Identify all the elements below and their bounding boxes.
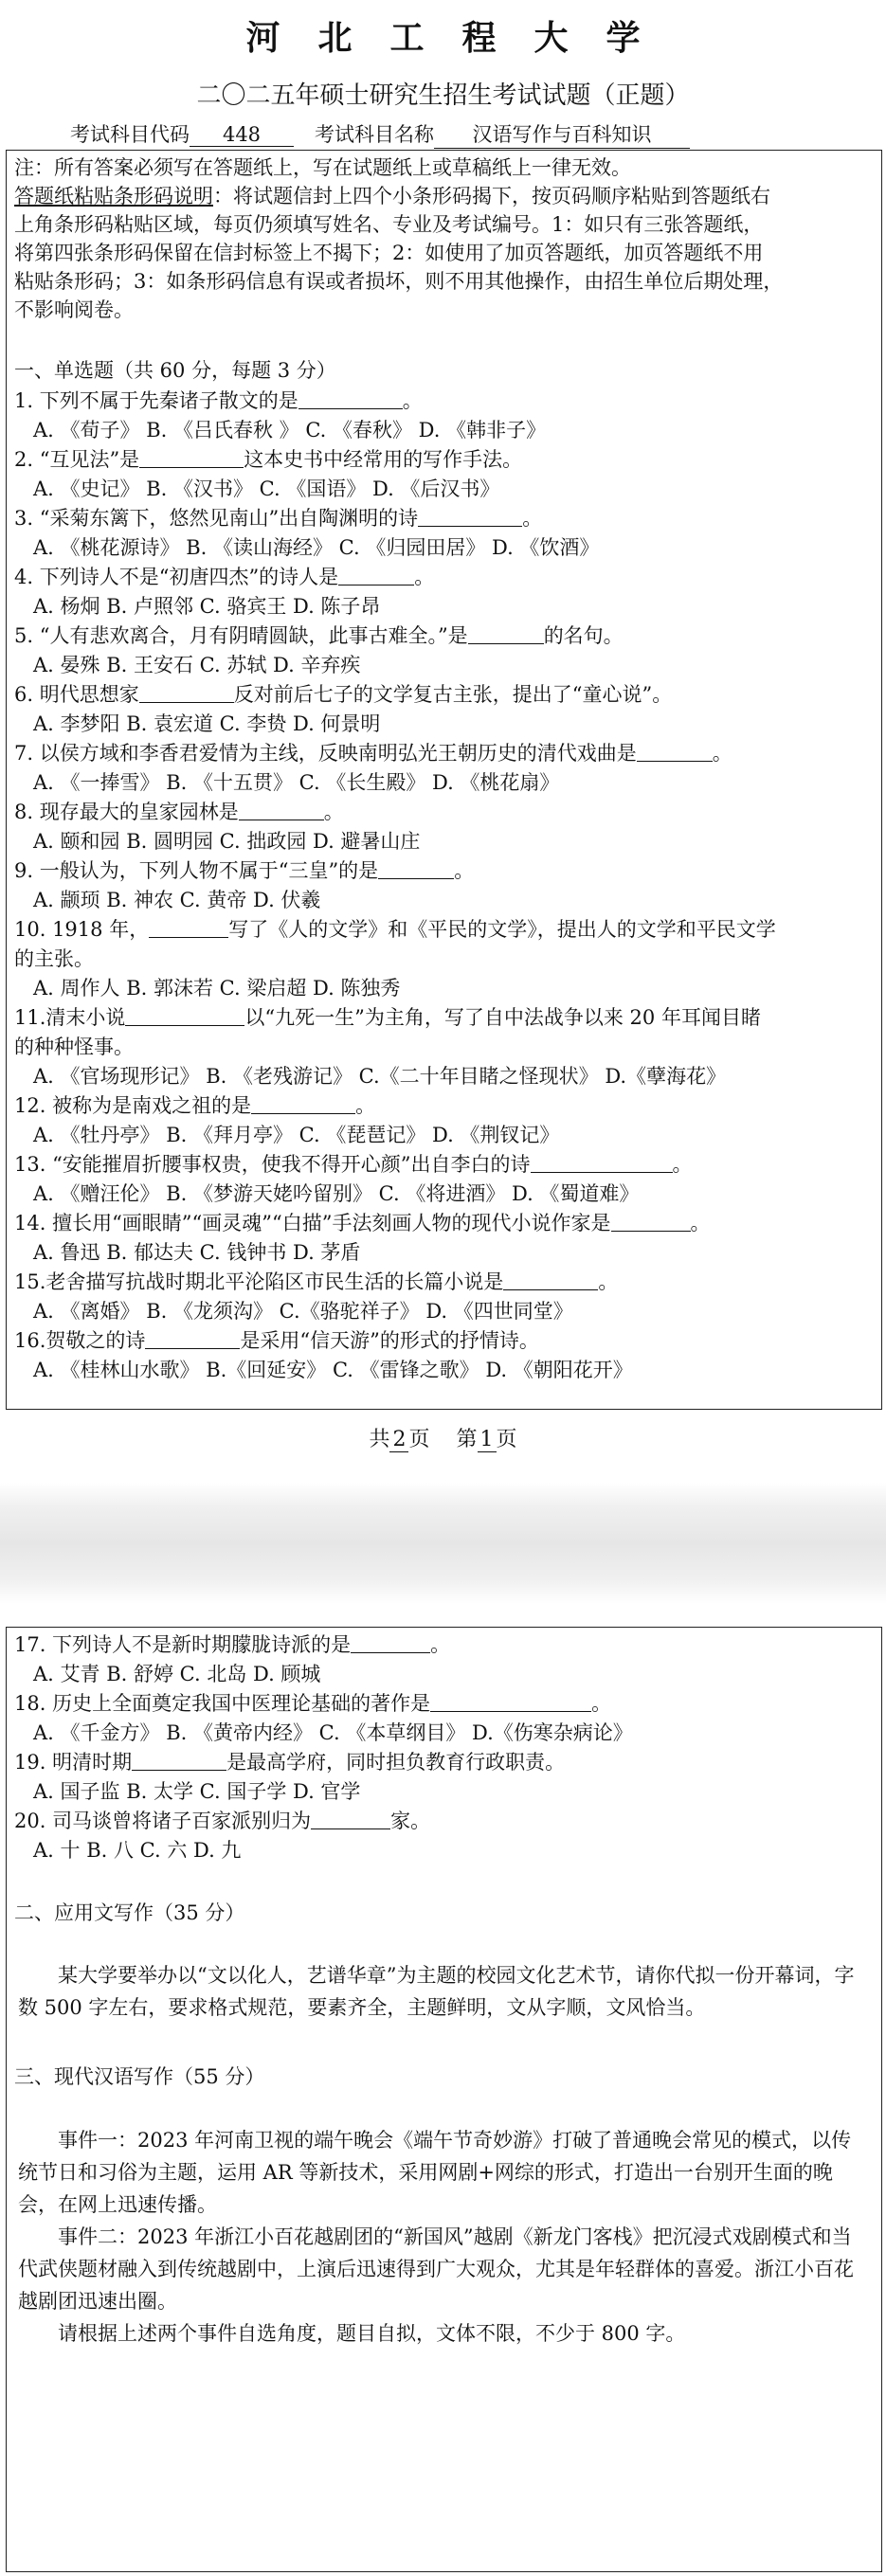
question-options: A. 颛顼 B. 神农 C. 黄帝 D. 伏羲: [33, 889, 321, 911]
question-stem: 8. 现存最大的皇家园林是 。: [14, 801, 344, 823]
question-options: A. 艾青 B. 舒婷 C. 北岛 D. 顾城: [33, 1663, 321, 1685]
question-options: A. 颐和园 B. 圆明园 C. 拙政园 D. 避暑山庄: [33, 830, 421, 853]
question-options: A. 《史记》 B. 《汉书》 C. 《国语》 D. 《后汉书》: [33, 477, 500, 500]
question-box-page-1: [6, 150, 882, 1410]
question-stem: 11.清末小说 以“九死一生”为主角，写了自中法战争以来 20 年耳闻目睹: [14, 1006, 761, 1029]
question-stem: 18. 历史上全面奠定我国中医理论基础的著作是 。: [14, 1692, 612, 1715]
answer-blank: [139, 448, 244, 468]
subject-info-line: [70, 119, 690, 149]
writing-prompt: 请根据上述两个事件自选角度，题目自拟，文体不限，不少于 800 字。: [58, 2322, 686, 2345]
question-options: A. 《桃花源诗》 B. 《读山海经》 C. 《归园田居》 D. 《饮酒》: [33, 536, 600, 559]
question-options: A. 《赠汪伦》 B. 《梦游天姥吟留别》 C. 《将进酒》 D. 《蜀道难》: [33, 1182, 640, 1205]
question-stem: 9. 一般认为，下列人物不属于“三皇”的是 。: [14, 859, 475, 882]
university-name: 河北工程大学: [245, 18, 678, 58]
question-options: A. 《离婚》 B. 《龙须沟》 C.《骆驼祥子》 D. 《四世同堂》: [33, 1300, 573, 1323]
question-options: A. 《官场现形记》 B. 《老残游记》 C.《二十年目睹之怪现状》 D.《孽海花》: [33, 1065, 727, 1088]
section-2-title: 二、应用文写作（35 分）: [14, 1901, 245, 1924]
page-footer: 共 2 页 第 1 页: [369, 1428, 517, 1451]
note-line: 注：所有答案必须写在答题纸上，写在试题纸上或草稿纸上一律无效。: [14, 156, 631, 179]
answer-blank: [503, 1270, 598, 1290]
question-options: A. 《一捧雪》 B. 《十五贯》 C. 《长生殿》 D. 《桃花扇》: [33, 771, 560, 794]
question-stem: 1. 下列不属于先秦诸子散文的是 。: [14, 389, 423, 412]
question-stem: 13. “安能摧眉折腰事权贵，使我不得开心颜”出自李白的诗 。: [14, 1153, 693, 1176]
answer-blank: [132, 1751, 226, 1771]
page-separator: [0, 1483, 886, 1604]
section-3-title: 三、现代汉语写作（55 分）: [14, 2065, 265, 2088]
question-stem: 3. “采菊东篱下，悠然见南山”出自陶渊明的诗 。: [14, 507, 543, 530]
subject-name: 汉语写作与百科知识: [434, 119, 690, 149]
total-pages: 2: [389, 1428, 408, 1452]
question-stem: 5. “人有悲欢离合，月有阴晴圆缺，此事古难全。”是 的名句。: [14, 624, 624, 647]
question-options: A. 国子监 B. 太学 C. 国子学 D. 官学: [33, 1780, 361, 1803]
note-line: 将第四张条形码保留在信封标签上不揭下；2：如使用了加页答题纸，加页答题纸不用: [14, 242, 764, 264]
note-line: 答题纸粘贴条形码说明：将试题信封上四个小条形码揭下，按页码顺序粘贴到答题纸右: [14, 185, 770, 207]
question-stem: 4. 下列诗人不是“初唐四杰”的诗人是 。: [14, 566, 435, 588]
event-1: 事件一：2023 年河南卫视的端午晚会《端午节奇妙游》打破了普通晚会常见的模式，以传统节日和习俗为主题，运用 AR 等新技术，采用网剧+网综的形式，打造出一台别开生面的晚会，在网上迅速传播。: [18, 2129, 852, 2216]
question-options: A. 杨炯 B. 卢照邻 C. 骆宾王 D. 陈子昂: [33, 595, 381, 618]
answer-blank: [139, 683, 234, 703]
question-stem: 6. 明代思想家 反对前后七子的文学复古主张，提出了“童心说”。: [14, 683, 673, 706]
answer-blank: [125, 1006, 244, 1026]
question-stem: 7. 以侯方域和李香君爱情为主线，反映南明弘光王朝历史的清代戏曲是 。: [14, 742, 732, 765]
answer-blank: [637, 742, 713, 762]
question-options: A. 《牡丹亭》 B. 《拜月亭》 C. 《琵琶记》 D. 《荆钗记》: [33, 1124, 560, 1146]
subject-name-label: 考试科目名称: [315, 123, 434, 146]
question-options: A. 十 B. 八 C. 六 D. 九: [33, 1839, 242, 1862]
question-stem: 2. “互见法”是 这本史书中经常用的写作手法。: [14, 448, 523, 471]
answer-blank: [145, 1329, 240, 1349]
question-stem: 12. 被称为是南戏之祖的是 。: [14, 1094, 376, 1117]
answer-blank: [298, 389, 403, 409]
answer-blank: [611, 1212, 691, 1232]
exam-title: 二〇二五年硕士研究生招生考试试题（正题）: [196, 81, 690, 110]
question-options: A. 《荀子》 B. 《吕氏春秋 》 C. 《春秋》 D. 《韩非子》: [33, 419, 547, 441]
answer-blank: [149, 918, 228, 938]
question-stem: 15.老舍描写抗战时期北平沦陷区市民生活的长篇小说是 。: [14, 1270, 619, 1293]
answer-blank: [351, 1633, 430, 1653]
question-box-page-2: [6, 1627, 882, 2572]
answer-blank: [378, 859, 454, 879]
question-options: A. 李梦阳 B. 袁宏道 C. 李贽 D. 何景明: [33, 712, 381, 735]
question-stem: 10. 1918 年， 写了《人的文学》和《平民的文学》，提出人的文学和平民文学: [14, 918, 776, 941]
section-1-title: 一、单选题（共 60 分，每题 3 分）: [14, 359, 336, 382]
subject-code-label: 考试科目代码: [70, 123, 190, 146]
note-line: 上角条形码粘贴区域，每页仍须填写姓名、专业及考试编号。1：如只有三张答题纸，: [14, 213, 764, 236]
note-line: 不影响阅卷。: [14, 298, 134, 321]
question-stem: 17. 下列诗人不是新时期朦胧诗派的是 。: [14, 1633, 451, 1656]
question-options: A. 《桂林山水歌》 B.《回延安》 C. 《雷锋之歌》 D. 《朝阳花开》: [33, 1359, 633, 1381]
answer-blank: [251, 1094, 355, 1114]
section-2-body: 某大学要举办以“文以化人，艺谱华章”为主题的校园文化艺术节，请你代拟一份开幕词，字数 500 字左右，要求格式规范，要素齐全，主题鲜明，文从字顺，文风恰当。: [18, 1964, 855, 2019]
question-stem: 16.贺敬之的诗 是采用“信天游”的形式的抒情诗。: [14, 1329, 539, 1352]
exam-page-2: [0, 1604, 886, 2576]
question-options: A. 鲁迅 B. 郁达夫 C. 钱钟书 D. 茅盾: [33, 1241, 361, 1264]
question-stem: 19. 明清时期 是最高学府，同时担负教育行政职责。: [14, 1751, 566, 1774]
answer-blank: [468, 624, 544, 644]
question-options: A. 《千金方》 B. 《黄帝内经》 C. 《本草纲目》 D.《伤寒杂病论》: [33, 1721, 633, 1744]
question-stem-continued: 的主张。: [14, 947, 94, 970]
current-page: 1: [478, 1428, 497, 1452]
barcode-instructions-heading: 答题纸粘贴条形码说明: [14, 185, 213, 207]
question-stem: 20. 司马谈曾将诸子百家派别归为 家。: [14, 1810, 431, 1832]
note-line: 粘贴条形码；3：如条形码信息有误或者损坏，则不用其他操作，由招生单位后期处理，: [14, 270, 784, 293]
question-stem-continued: 的种种怪事。: [14, 1036, 134, 1058]
answer-blank: [239, 801, 324, 820]
event-2: 事件二：2023 年浙江小百花越剧团的“新国风”越剧《新龙门客栈》把沉浸式戏剧模式和当代武侠题材融入到传统越剧中，上演后迅速得到广大观众，尤其是年轻群体的喜爱。浙江小百花越剧团迅速出圈。: [18, 2225, 854, 2313]
section-3-body: [18, 2124, 871, 2350]
answer-blank: [418, 507, 522, 527]
answer-blank: [531, 1153, 673, 1173]
question-options: A. 晏殊 B. 王安石 C. 苏轼 D. 辛弃疾: [33, 654, 361, 676]
subject-code: 448: [190, 123, 294, 147]
answer-blank: [430, 1692, 591, 1712]
answer-blank: [311, 1810, 390, 1829]
question-options: A. 周作人 B. 郭沫若 C. 梁启超 D. 陈独秀: [33, 977, 401, 1000]
question-stem: 14. 擅长用“画眼睛”“画灵魂”“白描”手法刻画人物的现代小说作家是 。: [14, 1212, 711, 1234]
answer-blank: [338, 566, 414, 585]
